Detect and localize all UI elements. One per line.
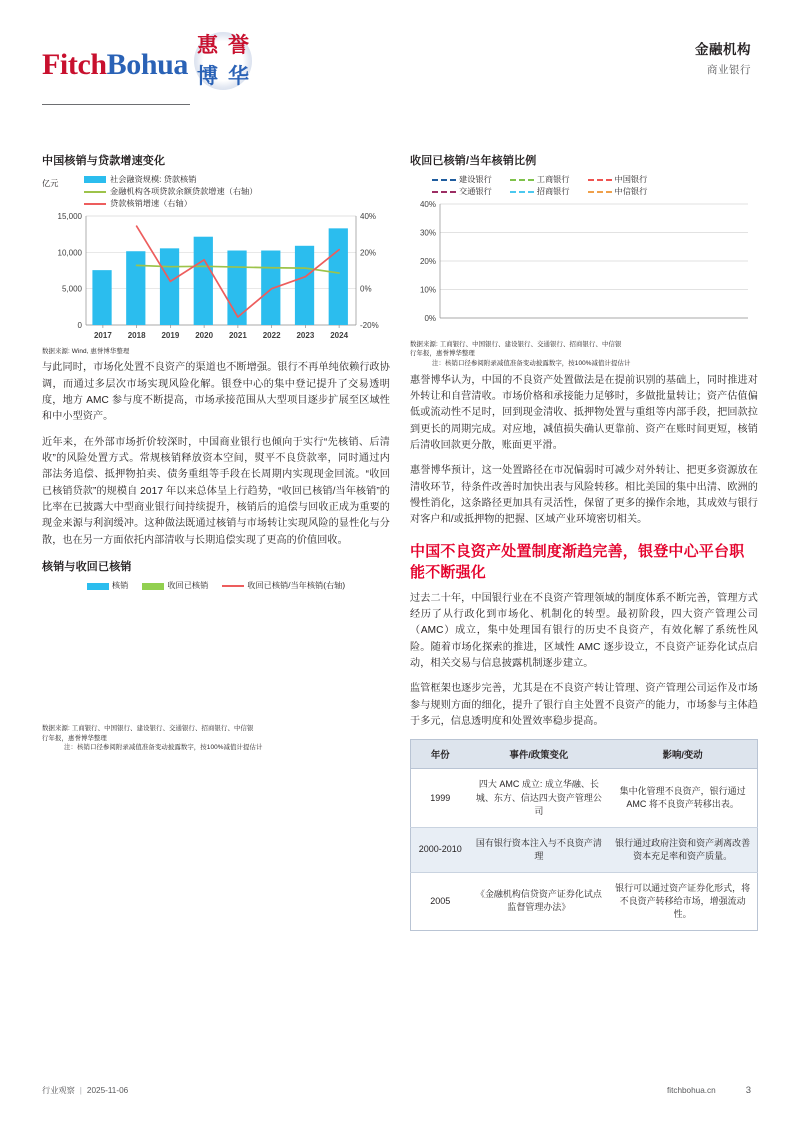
legend-swatch-dash-icon [588,191,612,193]
svg-text:2021: 2021 [228,330,247,340]
cell-impact: 集中化管理不良资产，银行通过 AMC 将不良资产转移出表。 [608,769,757,827]
legend-swatch-line-icon [222,585,244,587]
svg-text:2019: 2019 [161,330,180,340]
footer-page-number: 3 [745,1085,751,1096]
figure-2-svg [410,198,758,338]
svg-text:15,000: 15,000 [57,211,82,221]
figure-2-chart [410,174,758,338]
page-footer [42,1085,751,1096]
legend-swatch-dash-icon [510,191,534,193]
table-row [411,827,758,872]
figure-1-title: 中国核销与贷款增速变化 [42,155,166,167]
figure-1 [42,152,390,356]
svg-text:2023: 2023 [296,330,315,340]
figure-3-chart [42,580,390,722]
legend-swatch-dash-icon [510,179,534,181]
svg-text:30%: 30% [419,228,436,238]
seal-char-4: 华 [228,64,250,88]
figure-2-plot [410,198,758,338]
legend-item [432,174,492,186]
svg-text:10,000: 10,000 [57,248,82,258]
column-header-event: 事件/政策变化 [469,740,608,769]
legend-label: 金融机构各项贷款余额贷款增速（右轴） [110,186,258,196]
figure-2-title: 收回已核销/当年核销比例 [410,155,537,167]
legend-label: 招商银行 [536,186,570,196]
source-line: 数据来源: Wind, 惠誉博华整理 [42,347,130,355]
footer-separator: | [79,1086,82,1095]
source-note: 注：核销口径参阅附录减值准备变动披露数字，按100%减值计提估计 [64,744,263,752]
source-line: 数据来源: 工商银行、中国银行、建设银行、交通银行、招商银行、中信银 [42,724,254,732]
legend-item [588,186,648,198]
cell-event: 四大 AMC 成立: 成立华融、长城、东方、信达四大资产管理公司 [469,769,608,827]
figure-1-svg [42,210,390,345]
header-title: 金融机构 [695,42,751,57]
svg-text:2017: 2017 [93,330,112,340]
svg-text:20%: 20% [360,248,377,258]
figure-1-plot [42,210,390,345]
legend-swatch-bar-icon [84,176,106,183]
cell-year: 2000-2010 [411,827,470,872]
policy-timeline-table [410,739,758,930]
table-row [411,872,758,930]
source-line: 行年报，惠誉博华整理 [42,734,107,742]
brand-logo [42,33,254,94]
footer-right [667,1085,751,1096]
figure-2-source [410,340,758,369]
figure-3 [42,558,390,753]
figure-3-plot [42,594,390,722]
source-line: 数据来源: 工商银行、中国银行、建设银行、交通银行、招商银行、中信银 [410,340,622,348]
legend-item [222,580,345,592]
svg-text:20%: 20% [419,256,436,266]
seal-icon [190,30,254,94]
legend-item [84,174,390,186]
figure-1-source [42,347,390,357]
column-header-impact: 影响/变动 [608,740,757,769]
legend-swatch-dash-icon [432,179,456,181]
seal-char-1: 惠 [197,33,219,57]
legend-item [84,198,390,210]
footer-left [42,1085,128,1096]
figure-3-legend [42,580,390,592]
legend-item [142,580,208,592]
figure-3-svg [42,594,390,722]
svg-text:40%: 40% [360,211,377,221]
figure-3-source [42,724,390,753]
cell-year: 1999 [411,769,470,827]
cell-impact: 银行可以通过资产证券化形式，将不良资产转移给市场，增强流动性。 [608,872,757,930]
figure-2 [410,152,758,369]
figure-3-title: 核销与收回已核销 [42,561,132,574]
svg-text:10%: 10% [419,285,436,295]
logo-wordmark [42,50,188,80]
paragraph: 过去二十年，中国银行业在不良资产管理领域的制度体系不断完善，管理方式经历了从行政化到市场化、机制化的转型。最初阶段，四大资产管理公司（AMC）成立，集中处理国有银行的历史不良资产，有效化解了系统性风险。随着市场化探索的推进，区域性 AMC 逐步设立，不良资产证券化试点启动，相关交易与信息披露机制逐步建立。 [410,592,758,670]
legend-label: 核销 [111,581,129,591]
cell-event: 《金融机构信贷资产证券化试点监督管理办法》 [469,872,608,930]
cell-impact: 银行通过政府注资和资产剥离改善资本充足率和资产质量。 [608,827,757,872]
source-line: 行年报，惠誉博华整理 [410,350,475,358]
svg-text:2020: 2020 [195,330,214,340]
svg-text:2022: 2022 [262,330,281,340]
paragraph: 监管框架也逐步完善，尤其是在不良资产转让管理、资产管理公司运作及市场参与规则方面的细化，提升了银行自主处置不良资产的能力，市场参与主体趋于多元，信息透明度和处置效率稳步提高。 [410,683,758,728]
table-row [411,769,758,827]
logo-bohua-text: Bohua [106,48,189,81]
source-note: 注：核销口径参阅附录减值准备变动披露数字，按100%减值计提估计 [432,360,631,367]
seal-char-3: 博 [197,64,219,88]
legend-row [432,174,758,186]
svg-text:0%: 0% [424,313,436,323]
legend-label: 收回已核销/当年核销(右轴) [247,581,346,591]
legend-item [432,186,492,198]
cell-year: 2005 [411,872,470,930]
svg-text:2018: 2018 [127,330,146,340]
seal-characters [192,30,254,92]
paragraph: 与此同时，市场化处置不良资产的渠道也不断增强。银行不再单纯依赖行政协调，而通过多层次市场实现风险化解。银登中心的集中登记提升了交易透明度，地方 AMC 参与度不断提高，市场承接范围从大型项目逐步扩展至区域性和中小型资产。 [42,362,390,423]
legend-label: 中信银行 [614,186,648,196]
svg-text:40%: 40% [419,199,436,209]
cell-event: 国有银行资本注入与不良资产清理 [469,827,608,872]
header-subtitle: 商业银行 [707,64,751,77]
paragraph: 近年来，在外部市场折价较深时，中国商业银行也倾向于实行“先核销、后清收”的风险处置方式。常规核销释放资本空间，熨平不良贷款率，同时通过内部法务追偿、抵押物拍卖、债务重组等手段在长周期内实现现金回流。“收回已核销贷款”的规模自 2017 年以来总体呈上行趋势，“收回已核销/当年核销”的比率在已披露大中型商业银行间持续提升，核销后的追偿与回收正成为重要的现金来源与利润缓冲。这种做法既通过核销与市场转让实现风险的显性化与分散，也在另一方面依托内部清收与长期追偿实现了更高的价值回收。 [42,436,390,546]
svg-text:-20%: -20% [360,320,379,330]
figure-1-legend [84,174,390,210]
svg-text:0: 0 [77,320,82,330]
header-divider [42,104,190,105]
legend-row [42,580,390,592]
legend-swatch-bar-icon [87,583,109,590]
figure-1-chart [42,174,390,345]
svg-text:2024: 2024 [330,330,349,340]
column-header-year: 年份 [411,740,470,769]
paragraph: 惠誉博华认为，中国的不良资产处置做法是在提前识别的基础上，同时推进对外转让和自营清收。市场价格和承接能力足够时，多做批量转让；资产估值偏低或流动性不足时，回到现金清收、抵押物处置与重组等内部手段，把回款拉到更长的周期完成。对应地，减值损失确认更靠前、资产在账时间更短，核销后清收回款更分散，账面更平滑。 [410,374,758,451]
legend-swatch-line-icon [84,191,106,193]
paragraph: 惠誉博华预计，这一处置路径在市况偏弱时可减少对外转让、把更多资源放在清收环节，待条件改善时加快出表与风险转移。相比美国的集中出清、欧洲的慢性消化，这条路径更加具有灵活性，保留了更多的操作余地，其成效与银行对客户和/或抵押物的把握、区域产业环境密切相关。 [410,465,758,526]
legend-item [510,174,570,186]
logo-fitch-text: Fitch [42,48,107,81]
legend-item [87,580,128,592]
legend-label: 收回已核销 [167,581,209,591]
legend-label: 贷款核销增速（右轴） [110,198,192,208]
svg-text:5,000: 5,000 [61,284,82,294]
header-titles [695,40,751,79]
legend-item [84,186,390,198]
legend-row [432,186,758,198]
seal-char-2: 誉 [228,33,250,57]
figure-2-legend [410,174,758,198]
legend-label: 交通银行 [459,186,492,196]
legend-item [510,186,570,198]
legend-swatch-line-icon [84,203,106,205]
section-heading: 中国不良资产处置制度渐趋完善，银登中心平台职能不断强化 [410,542,745,581]
footer-date: 2025-11-06 [86,1086,129,1095]
legend-label: 中国银行 [614,175,648,184]
right-column [410,152,758,931]
legend-swatch-dash-icon [588,179,612,181]
legend-label: 社会融资规模: 贷款核销 [110,175,197,184]
legend-swatch-bar-icon [142,583,164,590]
figure-1-unit: 亿元 [42,179,59,188]
legend-item [588,174,648,186]
table-header-row [411,740,758,769]
legend-label: 建设银行 [459,175,492,184]
legend-swatch-dash-icon [432,191,456,193]
footer-label: 行业观察 [42,1086,75,1095]
footer-website[interactable]: fitchbohua.cn [666,1086,716,1095]
legend-label: 工商银行 [536,175,570,184]
page-header [0,0,793,118]
svg-text:0%: 0% [360,284,372,294]
left-column [42,152,390,757]
